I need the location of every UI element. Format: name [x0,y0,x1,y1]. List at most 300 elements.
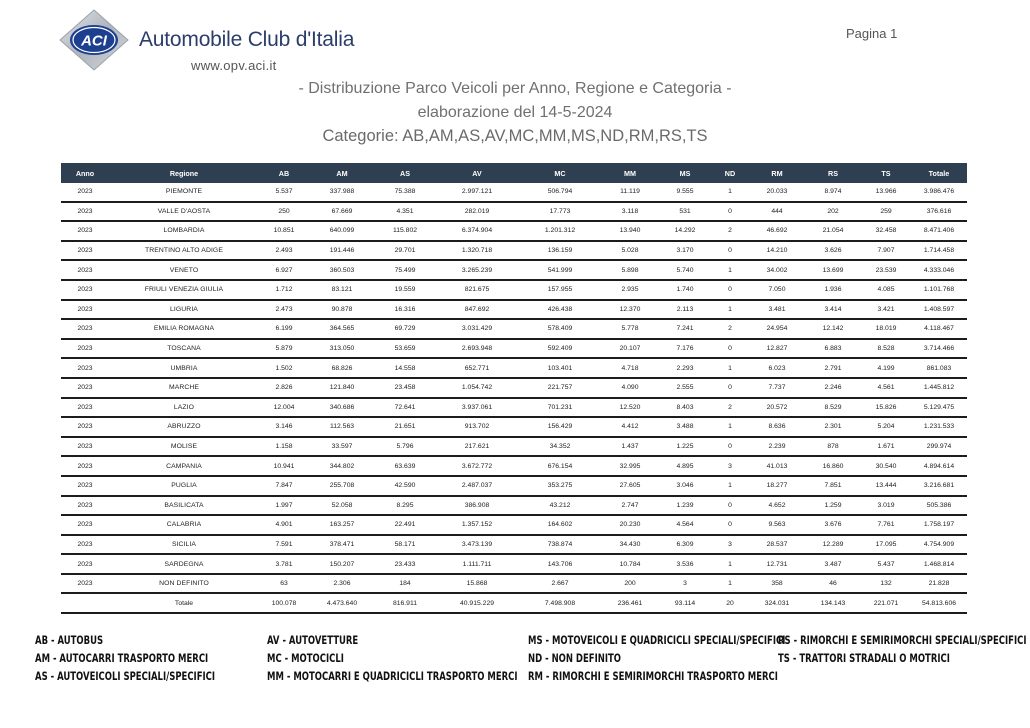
table-cell: 9.555 [659,183,711,202]
table-cell: 3 [711,456,749,476]
table-cell: 3.536 [659,554,711,574]
table-cell: 7.907 [861,241,911,261]
table-cell: 3.672.772 [435,456,519,476]
region-cell: LIGURIA [109,300,259,320]
table-row [61,378,967,398]
table-cell: 3.421 [861,300,911,320]
table-cell: 34.430 [601,535,659,555]
table-cell: 3 [659,574,711,594]
legend-item: AB - AUTOBUS [35,633,104,647]
table-cell: 75.388 [375,183,435,202]
table-cell: 6.023 [749,358,805,378]
table-cell: 5.028 [601,241,659,261]
table-cell: 5.778 [601,319,659,339]
site-url[interactable]: www.opv.aci.it [191,58,277,73]
table-cell: 19.559 [375,280,435,300]
table-cell: 3.626 [805,241,861,261]
table-cell: 344.802 [309,456,375,476]
table-cell: 22.491 [375,515,435,535]
table-cell: 2023 [61,535,109,555]
aci-logo [58,8,130,72]
report-categories: Categorie: AB,AM,AS,AV,MC,MM,MS,ND,RM,RS,TS [322,127,708,145]
table-cell: 24.954 [749,319,805,339]
table-cell: 8.403 [659,398,711,418]
table-cell: 4.199 [861,358,911,378]
table-cell: 505.386 [911,496,967,516]
table-cell: 701.231 [519,398,601,418]
table-cell: 541.999 [519,260,601,280]
table-cell: 353.275 [519,476,601,496]
region-cell: ABRUZZO [109,417,259,437]
table-cell: 2.935 [601,280,659,300]
table-cell: 27.605 [601,476,659,496]
table-cell: 821.675 [435,280,519,300]
legend-item: MC - MOTOCICLI [267,651,344,665]
table-cell: 2023 [61,221,109,241]
legend-item: ND - NON DEFINITO [528,651,621,665]
total-cell [61,593,109,613]
region-cell: SARDEGNA [109,554,259,574]
table-cell: 1.445.812 [911,378,967,398]
table-cell: 15.868 [435,574,519,594]
table-cell: 0 [711,202,749,222]
table-cell: 2023 [61,515,109,535]
column-header: RS [805,163,861,183]
table-cell: 14.210 [749,241,805,261]
legend-item: TS - TRATTORI STRADALI O MOTRICI [778,651,950,665]
table-row [61,319,967,339]
column-header: MC [519,163,601,183]
table-cell: 14.558 [375,358,435,378]
table-cell: 30.540 [861,456,911,476]
table-cell: 7.851 [805,476,861,496]
table-cell: 3.170 [659,241,711,261]
table-cell: 23.539 [861,260,911,280]
report-title: - Distribuzione Parco Veicoli per Anno, Regione e Categoria - [298,80,732,97]
table-cell: 4.412 [601,417,659,437]
table-cell: 3.414 [805,300,861,320]
total-cell: 134.143 [805,593,861,613]
table-cell: 5.204 [861,417,911,437]
table-cell: 1.111.711 [435,554,519,574]
table-cell: 1.936 [805,280,861,300]
table-cell: 12.289 [805,535,861,555]
column-header: AV [435,163,519,183]
table-row [61,398,967,418]
table-cell: 4.754.909 [911,535,967,555]
region-cell: LAZIO [109,398,259,418]
table-cell: 2023 [61,378,109,398]
column-header: Anno [61,163,109,183]
column-header: ND [711,163,749,183]
table-row [61,300,967,320]
region-cell: PUGLIA [109,476,259,496]
legend-item: AV - AUTOVETTURE [267,633,359,647]
table-cell: 4.118.467 [911,319,967,339]
table-cell: 1 [711,260,749,280]
table-cell: 1 [711,417,749,437]
table-cell: 2.555 [659,378,711,398]
table-cell: 221.757 [519,378,601,398]
table-cell: 13.940 [601,221,659,241]
region-cell: MOLISE [109,437,259,457]
table-cell: 2.246 [805,378,861,398]
table-cell: 376.616 [911,202,967,222]
region-cell: TOSCANA [109,339,259,359]
table-cell: 3.118 [601,202,659,222]
column-header: AB [259,163,309,183]
table-cell: 43.212 [519,496,601,516]
table-cell: 20.033 [749,183,805,202]
table-cell: 12.142 [805,319,861,339]
table-cell: 5.129.475 [911,398,967,418]
column-header: AM [309,163,375,183]
table-cell: 1.712 [259,280,309,300]
table-cell: 1.239 [659,496,711,516]
table-cell: 1 [711,554,749,574]
table-cell: 2023 [61,183,109,202]
table-cell: 20.230 [601,515,659,535]
table-cell: 200 [601,574,659,594]
table-cell: 217.621 [435,437,519,457]
table-cell: 2.997.121 [435,183,519,202]
table-cell: 640.099 [309,221,375,241]
table-cell: 3.046 [659,476,711,496]
table-cell: 4.895 [659,456,711,476]
table-cell: 1 [711,358,749,378]
table-row [61,515,967,535]
table-cell: 1.158 [259,437,309,457]
table-cell: 2023 [61,574,109,594]
table-cell: 90.878 [309,300,375,320]
table-cell: 20.572 [749,398,805,418]
table-cell: 1.714.458 [911,241,967,261]
table-cell: 5.796 [375,437,435,457]
table-cell: 3.146 [259,417,309,437]
table-cell: 2023 [61,554,109,574]
table-cell: 6.374.904 [435,221,519,241]
table-cell: 1.758.197 [911,515,967,535]
table-cell: 1.201.312 [519,221,601,241]
table-cell: 2023 [61,202,109,222]
legend-column-1 [35,631,215,685]
legend-item: MS - MOTOVEICOLI E QUADRICICLI SPECIALI/SPECIFICI [528,633,786,647]
table-cell: 1.671 [861,437,911,457]
table-cell: 202 [805,202,861,222]
table-cell: 7.761 [861,515,911,535]
total-row [61,593,967,613]
table-header-row [61,163,967,183]
column-header: Regione [109,163,259,183]
table-cell: 3.986.476 [911,183,967,202]
table-cell: 58.171 [375,535,435,555]
table-cell: 63 [259,574,309,594]
table-cell: 3.676 [805,515,861,535]
table-cell: 17.095 [861,535,911,555]
total-cell: 236.461 [601,593,659,613]
table-cell: 1.468.814 [911,554,967,574]
total-cell: 54.813.606 [911,593,967,613]
table-cell: 3.216.681 [911,476,967,496]
table-cell: 1 [711,183,749,202]
table-row [61,437,967,457]
column-header: MM [601,163,659,183]
table-cell: 12.827 [749,339,805,359]
table-cell: 4.333.046 [911,260,967,280]
table-cell: 3.781 [259,554,309,574]
region-cell: SICILIA [109,535,259,555]
table-cell: 16.860 [805,456,861,476]
table-cell: 8.529 [805,398,861,418]
table-cell: 1.997 [259,496,309,516]
table-cell: 0 [711,378,749,398]
table-cell: 18.019 [861,319,911,339]
table-cell: 3 [711,535,749,555]
table-row [61,417,967,437]
region-cell: VALLE D'AOSTA [109,202,259,222]
table-cell: 378.471 [309,535,375,555]
table-cell: 444 [749,202,805,222]
table-cell: 1.054.742 [435,378,519,398]
table-cell: 21.054 [805,221,861,241]
table-cell: 8.295 [375,496,435,516]
table-cell: 4.894.614 [911,456,967,476]
column-header: MS [659,163,711,183]
table-cell: 115.802 [375,221,435,241]
table-cell: 2 [711,221,749,241]
total-cell: 100.078 [259,593,309,613]
table-cell: 157.955 [519,280,601,300]
table-cell: 738.874 [519,535,601,555]
table-cell: 2023 [61,417,109,437]
table-cell: 3.488 [659,417,711,437]
table-cell: 2023 [61,319,109,339]
table-cell: 4.564 [659,515,711,535]
table-cell: 53.659 [375,339,435,359]
table-cell: 121.840 [309,378,375,398]
table-cell: 2.473 [259,300,309,320]
total-cell: 4.473.640 [309,593,375,613]
table-cell: 2.667 [519,574,601,594]
table-cell: 3.937.061 [435,398,519,418]
table-cell: 7.591 [259,535,309,555]
total-cell: 324.031 [749,593,805,613]
table-cell: 13.966 [861,183,911,202]
table-cell: 12.004 [259,398,309,418]
table-cell: 1.437 [601,437,659,457]
table-row [61,183,967,202]
total-cell: 40.915.229 [435,593,519,613]
table-cell: 11.119 [601,183,659,202]
table-cell: 861.083 [911,358,967,378]
table-cell: 2023 [61,398,109,418]
table-cell: 2.791 [805,358,861,378]
table-cell: 2.301 [805,417,861,437]
table-cell: 1.357.152 [435,515,519,535]
table-row [61,456,967,476]
table-cell: 6.883 [805,339,861,359]
table-cell: 63.639 [375,456,435,476]
table-cell: 2.113 [659,300,711,320]
table-cell: 1.320.718 [435,241,519,261]
table-cell: 592.409 [519,339,601,359]
table-cell: 2023 [61,358,109,378]
table-cell: 21.651 [375,417,435,437]
report-date: elaborazione del 14-5-2024 [417,104,613,121]
table-cell: 29.701 [375,241,435,261]
region-cell: CALABRIA [109,515,259,535]
table-cell: 426.438 [519,300,601,320]
table-row [61,221,967,241]
table-cell: 2.239 [749,437,805,457]
table-cell: 3.031.429 [435,319,519,339]
table-cell: 5.740 [659,260,711,280]
table-cell: 18.277 [749,476,805,496]
table-cell: 0 [711,280,749,300]
table-row [61,339,967,359]
table-row [61,476,967,496]
table-cell: 72.641 [375,398,435,418]
table-cell: 3.019 [861,496,911,516]
table-cell: 13.699 [805,260,861,280]
table-cell: 7.847 [259,476,309,496]
table-cell: 0 [711,437,749,457]
table-cell: 2.493 [259,241,309,261]
table-cell: 0 [711,241,749,261]
table-cell: 32.995 [601,456,659,476]
table-cell: 112.563 [309,417,375,437]
table-cell: 21.828 [911,574,967,594]
table-cell: 34.002 [749,260,805,280]
legend-item: AM - AUTOCARRI TRASPORTO MERCI [35,651,209,665]
region-cell: NON DEFINITO [109,574,259,594]
table-row [61,280,967,300]
table-cell: 4.085 [861,280,911,300]
table-cell: 2.693.948 [435,339,519,359]
table-cell: 13.444 [861,476,911,496]
region-cell: EMILIA ROMAGNA [109,319,259,339]
total-cell: Totale [109,593,259,613]
table-row [61,496,967,516]
table-row [61,260,967,280]
table-cell: 2 [711,398,749,418]
table-cell: 103.401 [519,358,601,378]
column-header: TS [861,163,911,183]
table-cell: 0 [711,496,749,516]
total-cell: 7.498.908 [519,593,601,613]
table-cell: 1.259 [805,496,861,516]
table-cell: 2023 [61,456,109,476]
table-cell: 1 [711,300,749,320]
table-cell: 3.265.239 [435,260,519,280]
table-cell: 364.565 [309,319,375,339]
region-cell: TRENTINO ALTO ADIGE [109,241,259,261]
table-cell: 6.309 [659,535,711,555]
table-cell: 143.706 [519,554,601,574]
table-cell: 878 [805,437,861,457]
table-cell: 33.597 [309,437,375,457]
table-cell: 2023 [61,241,109,261]
table-row [61,554,967,574]
table-cell: 164.602 [519,515,601,535]
table-cell: 1.408.597 [911,300,967,320]
column-header: Totale [911,163,967,183]
table-cell: 0 [711,339,749,359]
table-cell: 69.729 [375,319,435,339]
table-cell: 386.908 [435,496,519,516]
table-cell: 10.784 [601,554,659,574]
table-cell: 10.941 [259,456,309,476]
table-cell: 2.487.037 [435,476,519,496]
column-header: RM [749,163,805,183]
table-cell: 150.207 [309,554,375,574]
table-cell: 2023 [61,437,109,457]
table-cell: 156.429 [519,417,601,437]
table-cell: 2023 [61,496,109,516]
table-cell: 3.714.466 [911,339,967,359]
legend-column-4 [778,631,1027,667]
table-cell: 34.352 [519,437,601,457]
table-cell: 259 [861,202,911,222]
table-cell: 360.503 [309,260,375,280]
table-body [61,183,967,613]
table-cell: 23.458 [375,378,435,398]
table-cell: 299.974 [911,437,967,457]
table-cell: 9.563 [749,515,805,535]
table-cell: 255.708 [309,476,375,496]
table-cell: 2.306 [309,574,375,594]
table-cell: 17.773 [519,202,601,222]
table-cell: 1 [711,476,749,496]
legend-item: AS - AUTOVEICOLI SPECIALI/SPECIFICI [35,669,216,683]
table-cell: 7.176 [659,339,711,359]
table-cell: 847.692 [435,300,519,320]
table-cell: 75.499 [375,260,435,280]
table-row [61,535,967,555]
total-cell: 221.071 [861,593,911,613]
total-cell: 816.911 [375,593,435,613]
table-cell: 1.101.768 [911,280,967,300]
table-cell: 23.433 [375,554,435,574]
table-row [61,358,967,378]
table-cell: 8.528 [861,339,911,359]
region-cell: BASILICATA [109,496,259,516]
table-cell: 2.826 [259,378,309,398]
legend-item: RS - RIMORCHI E SEMIRIMORCHI SPECIALI/SPECIFICI [778,633,1027,647]
table-cell: 531 [659,202,711,222]
table-cell: 578.409 [519,319,601,339]
region-cell: PIEMONTE [109,183,259,202]
table-cell: 3.487 [805,554,861,574]
table-cell: 2023 [61,339,109,359]
table-cell: 4.718 [601,358,659,378]
table-cell: 4.561 [861,378,911,398]
brand-name: Automobile Club d'Italia [139,28,355,51]
table-cell: 1 [711,574,749,594]
table-cell: 12.370 [601,300,659,320]
table-cell: 4.351 [375,202,435,222]
table-cell: 506.794 [519,183,601,202]
table-row [61,241,967,261]
table-cell: 8.636 [749,417,805,437]
region-cell: MARCHE [109,378,259,398]
table-cell: 12.520 [601,398,659,418]
vehicle-distribution-table [61,163,967,614]
table-cell: 8.471.406 [911,221,967,241]
table-cell: 15.826 [861,398,911,418]
table-cell: 136.159 [519,241,601,261]
table-cell: 5.437 [861,554,911,574]
